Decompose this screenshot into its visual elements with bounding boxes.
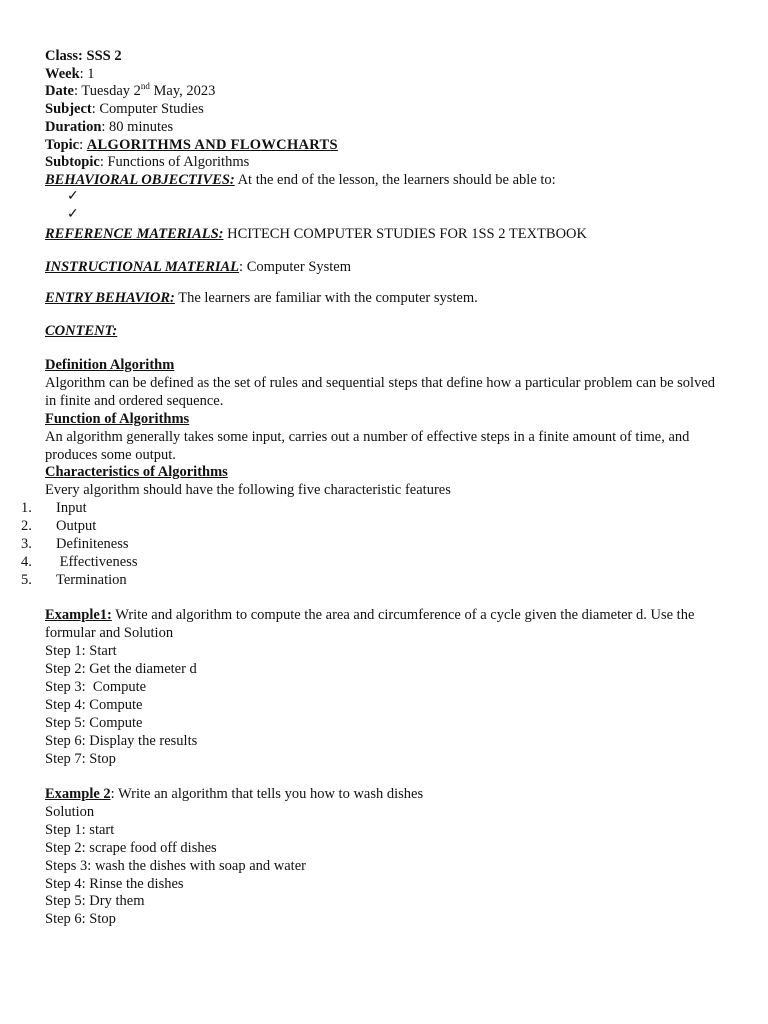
step-line: Step 6: Stop — [45, 911, 116, 927]
class-line — [45, 47, 122, 65]
instructional-line — [45, 258, 351, 276]
duration-value: : 80 minutes — [101, 119, 174, 135]
step-line: Step 5: Dry them — [45, 893, 145, 909]
date-superscript: nd — [140, 81, 150, 91]
list-item-number: 1. — [21, 500, 32, 516]
topic-value: ALGORITHMS AND FLOWCHARTS — [86, 137, 338, 153]
example1-text: Write and algorithm to compute the area and circumference of a cycle given the diameter d. Use the formular and Solution — [45, 607, 695, 641]
list-item-number: 2. — [21, 518, 32, 534]
objectives-text: At the end of the lesson, the learners should be able to: — [234, 172, 556, 188]
example1-label: Example1: — [45, 607, 112, 623]
objectives-label: BEHAVIORAL OBJECTIVES: — [45, 172, 235, 188]
subject-label: Subject — [45, 101, 92, 117]
week-label: Week — [45, 66, 80, 82]
class-value: SSS 2 — [86, 48, 122, 64]
step-line: Step 4: Rinse the dishes — [45, 876, 184, 892]
example1-paragraph — [45, 606, 727, 642]
function-text: An algorithm generally takes some input, carries out a number of effective steps in a finite amount of time, and produces some output. — [45, 429, 690, 463]
list-item-number: 5. — [21, 572, 32, 588]
date-line — [45, 82, 215, 100]
content-line — [45, 322, 117, 340]
step-line: Step 6: Display the results — [45, 733, 198, 749]
list-item-number: 4. — [21, 554, 32, 570]
entry-label: ENTRY BEHAVIOR: — [45, 290, 175, 306]
step-line: Step 1: Start — [45, 643, 117, 659]
instructional-label: INSTRUCTIONAL MATERIAL — [45, 259, 240, 275]
subject-line — [45, 100, 204, 118]
subtopic-line — [45, 153, 249, 171]
entry-line — [45, 289, 478, 307]
step-line: Step 2: Get the diameter d — [45, 661, 197, 677]
step-line: Step 7: Stop — [45, 751, 116, 767]
step-line: Steps 3: wash the dishes with soap and water — [45, 858, 306, 874]
list-item-text: Effectiveness — [56, 554, 138, 570]
example2-line — [45, 785, 423, 803]
duration-line — [45, 118, 173, 136]
topic-colon: : — [79, 137, 87, 153]
example2-solution: Solution — [45, 804, 95, 820]
topic-line — [45, 136, 338, 154]
function-heading — [45, 410, 189, 428]
list-item-text: Definiteness — [56, 536, 129, 552]
reference-line — [45, 225, 587, 243]
list-item-number: 3. — [21, 536, 32, 552]
checkmark-icon: ✓ — [67, 189, 79, 204]
example2-text: : Write an algorithm that tells you how to wash dishes — [110, 786, 424, 802]
function-heading-text: Function of Algorithms — [45, 411, 190, 427]
subtopic-label: Subtopic — [45, 154, 100, 170]
reference-text: HCITECH COMPUTER STUDIES FOR 1SS 2 TEXTBOOK — [223, 226, 587, 242]
example2-label: Example 2 — [45, 786, 111, 802]
definition-heading — [45, 356, 174, 374]
week-line — [45, 65, 95, 83]
instructional-text: : Computer System — [239, 259, 352, 275]
topic-label: Topic — [45, 137, 80, 153]
step-line: Step 1: start — [45, 822, 115, 838]
step-line: Step 2: scrape food off dishes — [45, 840, 217, 856]
duration-label: Duration — [45, 119, 102, 135]
definition-text: Algorithm can be defined as the set of rules and sequential steps that define how a particular problem can be solved in finite and ordered sequence. — [45, 375, 716, 409]
objectives-line — [45, 171, 556, 189]
list-item-text: Input — [56, 500, 87, 516]
subject-value: : Computer Studies — [91, 101, 204, 117]
date-value-a: : Tuesday 2 — [74, 83, 141, 99]
definition-heading-text: Definition Algorithm — [45, 357, 175, 373]
date-label: Date — [45, 83, 74, 99]
entry-text: The learners are familiar with the computer system. — [174, 290, 478, 306]
subtopic-value: : Functions of Algorithms — [99, 154, 250, 170]
characteristics-intro: Every algorithm should have the following five characteristic features — [45, 482, 451, 498]
list-item-text: Output — [56, 518, 97, 534]
list-item-text: Termination — [56, 572, 127, 588]
step-line: Step 4: Compute — [45, 697, 143, 713]
week-value: : 1 — [79, 66, 95, 82]
class-label: Class: — [45, 48, 83, 64]
reference-label: REFERENCE MATERIALS: — [45, 226, 224, 242]
date-value-b: May, 2023 — [149, 83, 216, 99]
step-line: Step 3: Compute — [45, 679, 147, 695]
checkmark-icon: ✓ — [67, 207, 79, 222]
characteristics-heading — [45, 463, 228, 481]
characteristics-heading-text: Characteristics of Algorithms — [45, 464, 228, 480]
content-label: CONTENT: — [45, 323, 118, 339]
step-line: Step 5: Compute — [45, 715, 143, 731]
